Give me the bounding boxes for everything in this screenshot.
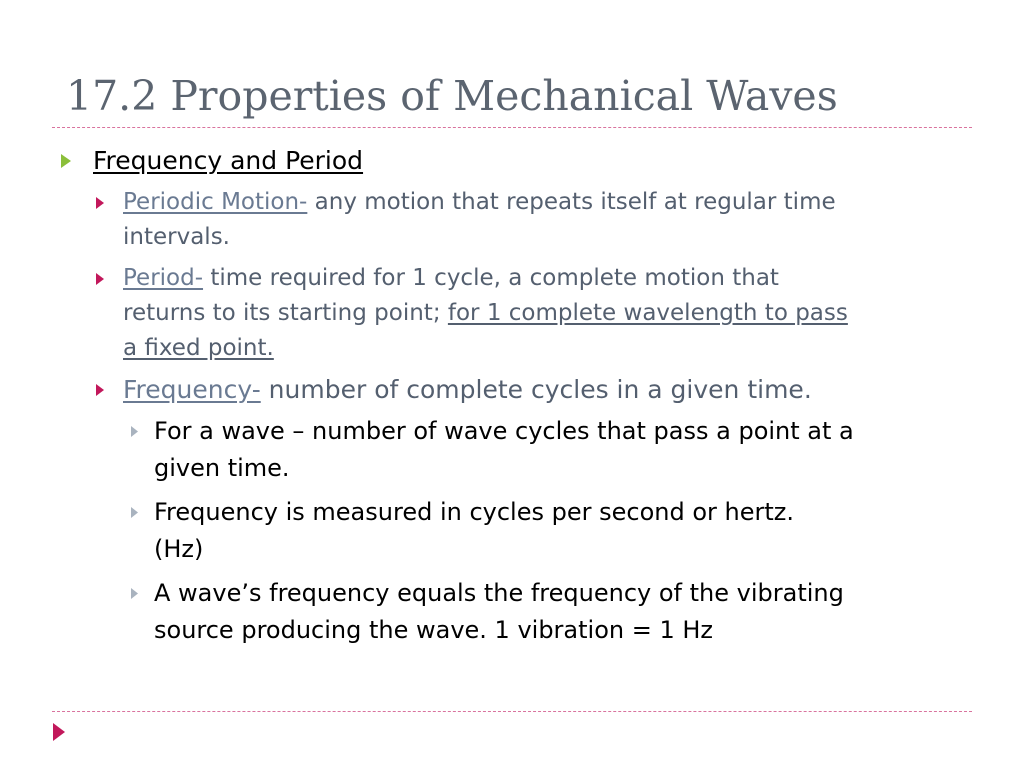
bullet-text [123,185,972,255]
bullet-text [154,494,972,568]
bullet-text [123,372,972,408]
text-line [123,296,972,331]
definition-text: returns to its starting point; [123,300,448,326]
text-line [123,331,972,366]
text-line: intervals. [123,224,230,250]
triangle-right-outline-icon [130,587,139,600]
sub-bullet-wave-cycles [60,413,972,487]
slide-body [60,143,972,649]
sub-bullet-hertz [60,494,972,568]
underlined-text: for 1 complete wavelength to pass [447,300,848,326]
triangle-right-outline-icon [130,425,139,438]
triangle-right-icon [60,153,72,169]
definition-text: any motion that repeats itself at regular time [307,189,836,215]
slide-title: 17.2 Properties of Mechanical Waves [66,72,838,120]
bullet-period [60,261,972,366]
title-divider [52,127,972,128]
term-period: Period- [123,265,204,291]
bullet-text [123,261,972,366]
heading-frequency-and-period: Frequency and Period [93,146,364,175]
bullet-frequency-and-period [60,143,972,179]
term-frequency: Frequency- [123,375,261,404]
bullet-frequency [60,372,972,408]
bullet-text [154,575,972,649]
definition-text: time required for 1 cycle, a complete motion that [203,265,779,291]
text-line [123,261,972,296]
triangle-right-icon [95,383,105,397]
triangle-right-icon [52,722,66,742]
bullet-text [93,143,972,179]
sub-bullet-vibrating-source [60,575,972,649]
text-line: A wave’s frequency equals the frequency of the vibrating [154,579,844,607]
text-line [123,185,972,220]
bullet-text [154,413,972,487]
text-line: (Hz) [154,535,204,563]
text-line: given time. [154,454,290,482]
text-line: source producing the wave. 1 vibration = 1 Hz [154,616,714,644]
text-line [123,372,972,408]
term-periodic-motion: Periodic Motion- [123,189,308,215]
footer-divider [52,711,972,712]
definition-text: number of complete cycles in a given time. [260,375,812,404]
text-line: For a wave – number of wave cycles that pass a point at a [154,417,854,445]
bullet-periodic-motion [60,185,972,255]
underlined-text: a fixed point. [123,335,274,361]
triangle-right-icon [95,272,105,286]
triangle-right-icon [95,196,105,210]
text-line: Frequency is measured in cycles per second or hertz. [154,498,794,526]
triangle-right-outline-icon [130,506,139,519]
